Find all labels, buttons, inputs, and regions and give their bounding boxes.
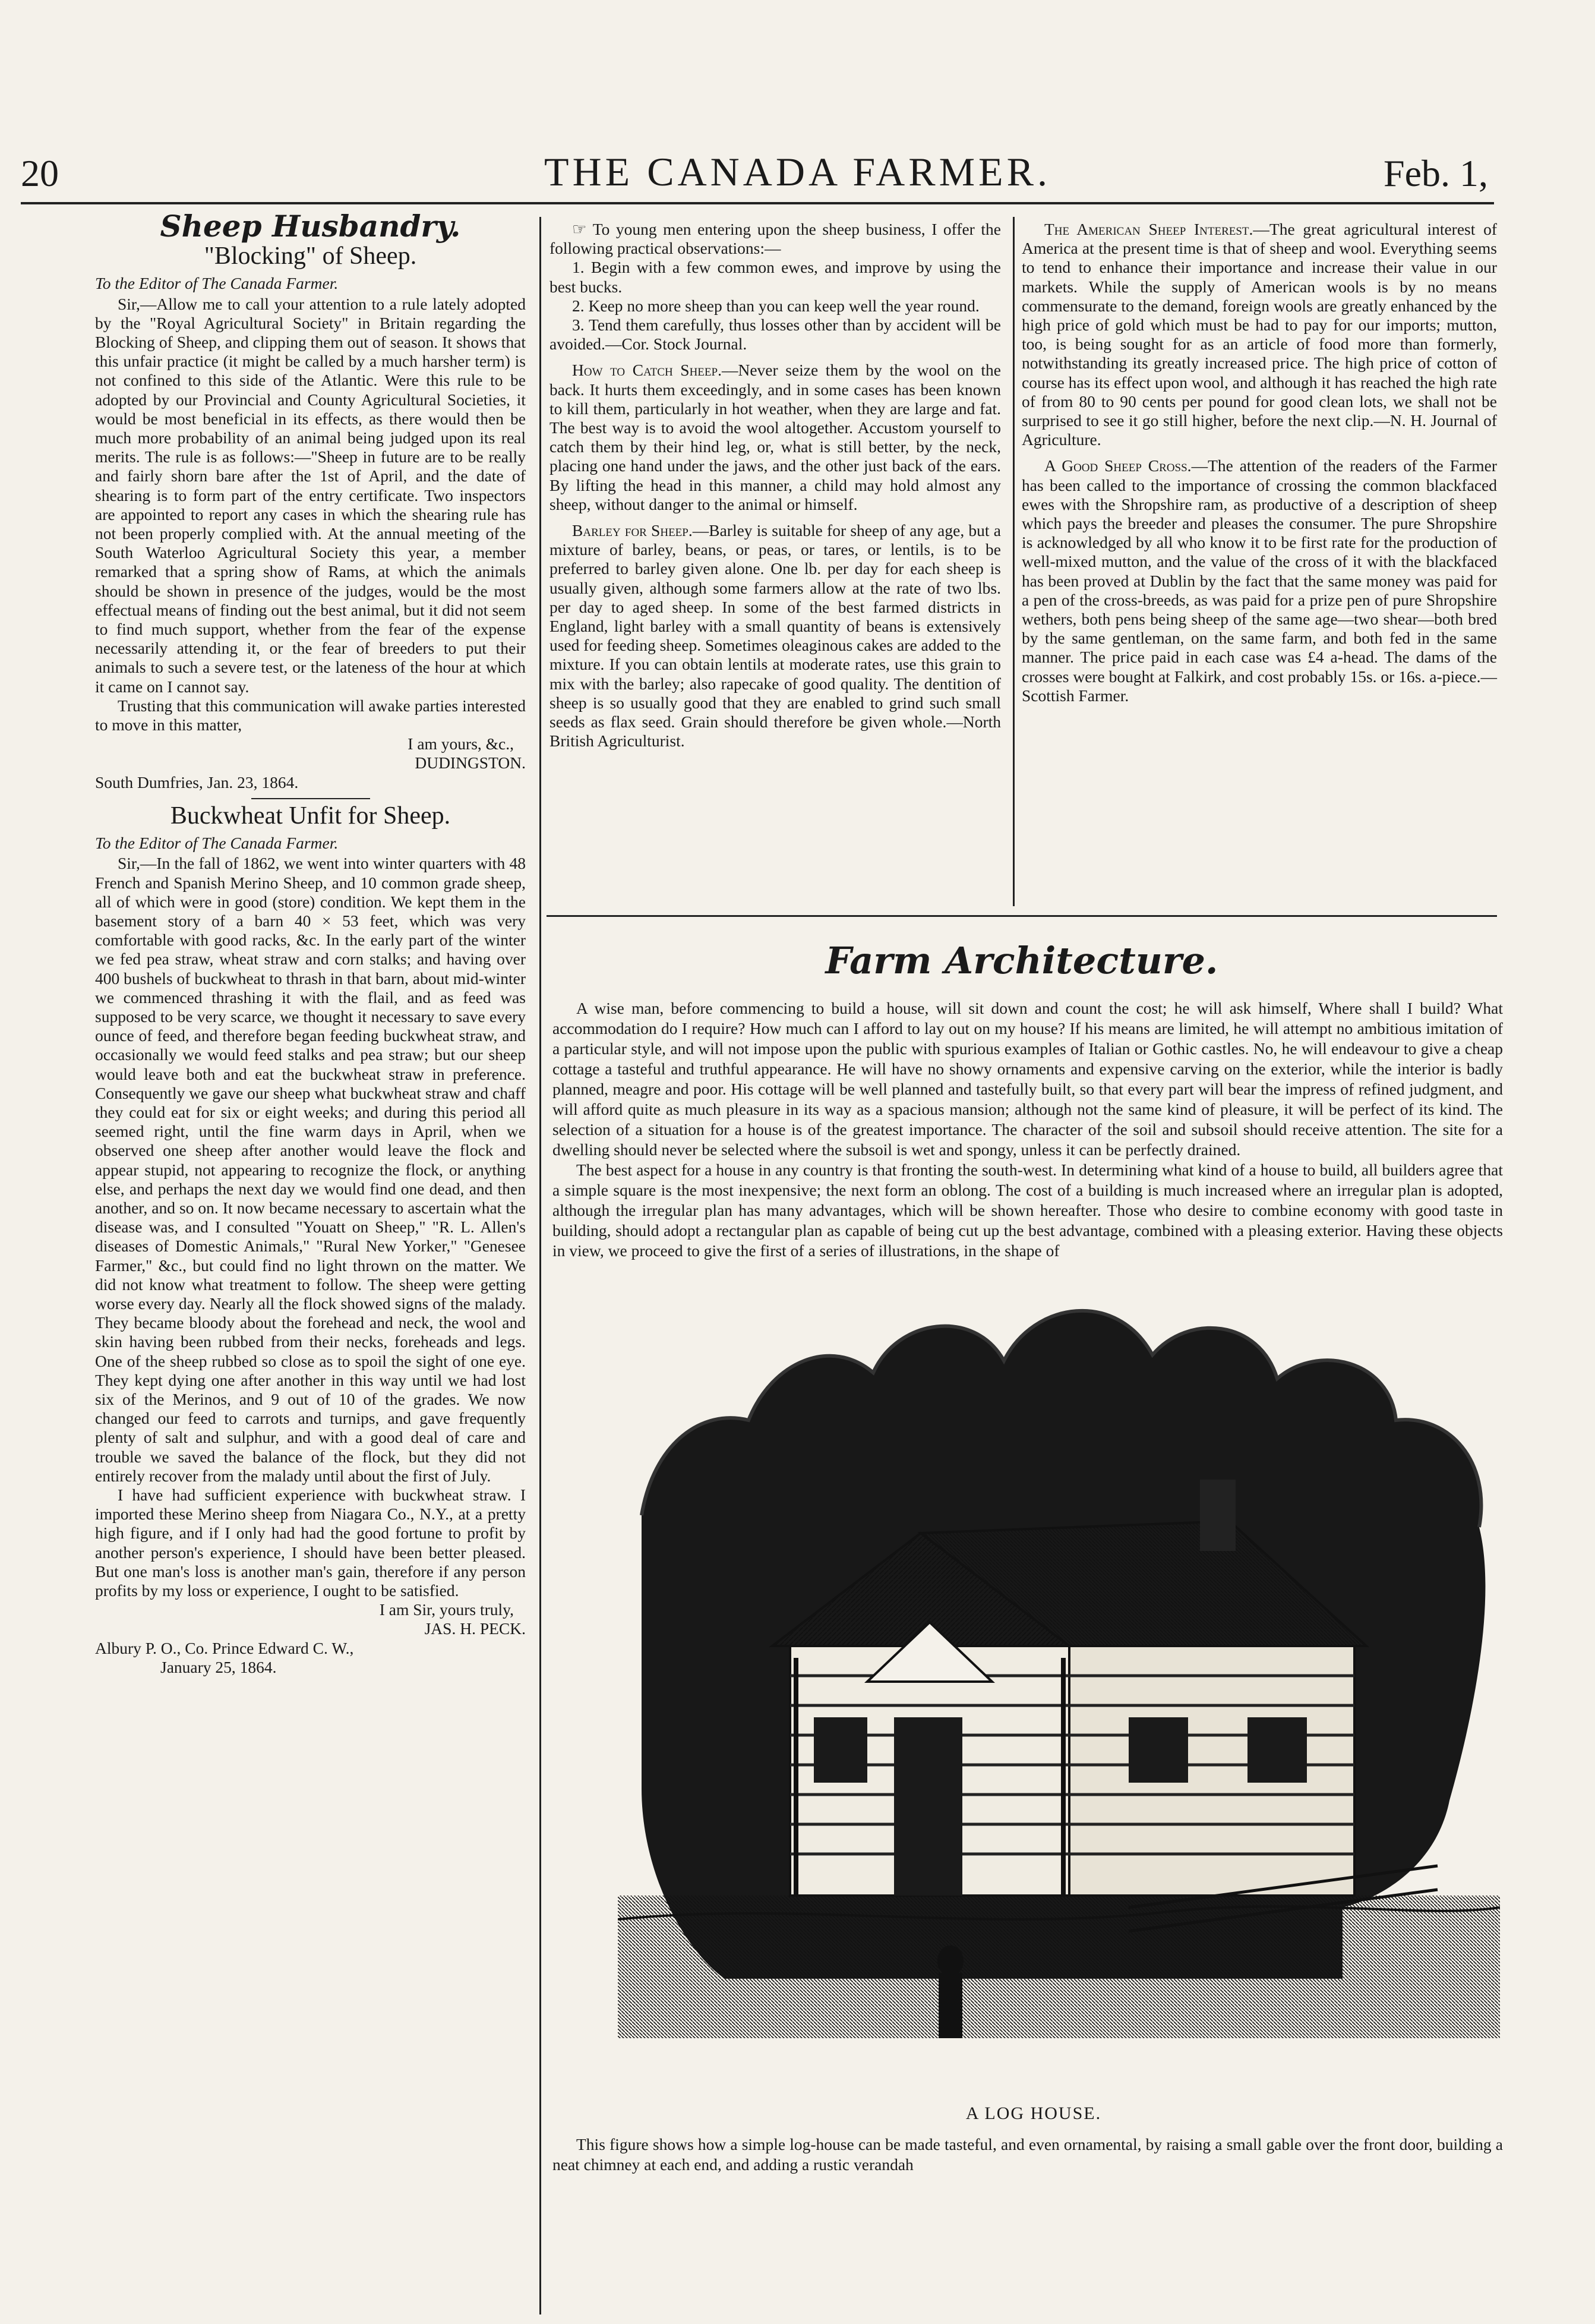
list-item: 3. Tend them carefully, thus losses other than by accident will be avoided.—Cor. Stock Journal. [549,316,1001,354]
article-date: January 25, 1864. [160,1657,277,1676]
article-signature: DUDINGSTON. [415,753,526,772]
catch-sheep-body: —Never seize them by the wool on the back. It hurts them exceedingly, and in some cases has been known to kill them, particularly in hot weather, when they are large and fat. The best way is to avoid the wool altogether. Accustom yourself to catch them by their hind leg, or, what is still better, by the neck, placing one hand under the jaws, and the other just back of the ears. By lifting the head in this manner, a child may hold almost any sheep, without danger to the animal or himself. [549,361,1002,513]
list-item: 2. Keep no more sheep than you can keep well the year round. [572,296,980,315]
column-3 [1022,220,1497,705]
article-addressee: To the Editor of The Canada Farmer. [95,834,339,853]
article-signature: JAS. H. PECK. [424,1619,526,1638]
article-paragraph: Trusting that this communication will awake parties interested to move in this matter, [95,696,526,734]
section-title-farm-architecture: Farm Architecture. [825,939,1218,982]
sheep-interest-body: —The great agricultural interest of America at the present time is that of sheep and wool. Everything seems to tend to enhance their importance and increase their value in our markets. While the supply of American wools is by no means commensurate to the demand, foreign wools are greatly enhanced by the high price of gold which must be had to pay for our imports; mutton, too, is being sought for as an article of food more than formerly, notwithstanding its greatly increased price. The high price of cotton of course has its effect upon wool, and although it has reached the high rate of from 80 to 90 cents per pound for good clean lots, we shall not be surprised to see it go still higher, before the next clip.—N. H. Journal of Agriculture. [1022,220,1497,449]
header-rule [21,202,1494,204]
catch-sheep-paragraph [549,361,1001,514]
column-divider-1 [539,217,541,2314]
article-separator [251,798,370,799]
sheep-interest-heading: The American Sheep Interest. [1044,220,1253,238]
article-addressee: To the Editor of The Canada Farmer. [95,274,339,293]
article-closing: I am yours, &c., [408,734,514,753]
barley-paragraph [549,521,1001,751]
column-divider-2 [1013,217,1015,906]
masthead: THE CANADA FARMER. [544,149,1051,194]
catch-sheep-heading: How to Catch Sheep. [572,361,722,380]
column-2 [549,220,1001,751]
column-1 [95,209,526,1677]
farm-paragraph: The best aspect for a house in any country is that fronting the south-west. In determining what kind of a house to build, all builders agree that a simple square is the most inexpensive; the next form an oblong. The cost of a building is much increased where an irregular plan is adopted, although the irregular plan has many advantages, which will be shown hereafter. Those who desire to combine economy with good taste in building, should adopt a rectangular plan as capable of being cut up the best advantage, combined with a pleasing exterior. Having these objects in view, we proceed to give the first of a series of illustrations, in the shape of [552,1161,1503,1260]
issue-date: Feb. 1, [1384,152,1488,194]
article-paragraph: I have had sufficient experience with buckwheat straw. I imported these Merino sheep from Niagara Co., N.Y., at a pretty high figure, and if I only had had the good fortune to profit by another person's experience, I should have been better pleased. But one man's loss is another man's gain, therefore if any person profits by my loss or experience, I ought to be satisfied. [95,1486,526,1600]
article-title-buckwheat: Buckwheat Unfit for Sheep. [170,802,451,830]
article-closing: I am Sir, yours truly, [379,1600,514,1619]
intro-paragraph: ☞ To young men entering upon the sheep business, I offer the following practical observations:— [549,220,1001,258]
sheep-cross-heading: A Good Sheep Cross. [1044,456,1192,475]
illustration-description: This figure shows how a simple log-house can be made tasteful, and even ornamental, by raising a small gable over the front door, building a neat chimney at each end, and adding a rustic verandah [552,2135,1503,2174]
list-item: 1. Begin with a few common ewes, and improve by using the best bucks. [549,258,1001,296]
sheep-cross-paragraph [1022,456,1497,705]
farm-paragraph: A wise man, before commencing to build a house, will sit down and count the cost; he will ask himself, Where shall I build? What accommodation do I require? How much can I afford to lay out on my house? If his means are limited, he will attempt no ambitious imitation of a particular style, and will not impose upon the public with spurious examples of Italian or Gothic castles. No, he will endeavour to give a cheap cottage a tasteful and truthful appearance. He will have no showy ornaments and expensive carving on the exterior, while the interior is badly planned, meagre and poor. His cottage will be well planned and tastefully built, so that every part will bear the impress of refined judgment, and will afford quite as much pleasure in its way as a spacious mansion; although not the same kind of pleasure, it will be perfect of its kind. The selection of a situation for a house is of the greatest importance. The character of the soil and subsoil should receive attention. The site for a dwelling should never be selected where the subsoil is wet and spongy, unless it can be perfectly drained. [552,999,1503,1159]
article-paragraph: Sir,—In the fall of 1862, we went into winter quarters with 48 French and Spanish Merino Sheep, and 10 common grade sheep, all of which were in good (store) condition. We kept them in the basement story of a barn 40 × 53 feet, which was very comfortable with good racks, &c. In the early part of the winter we fed pea straw, wheat straw and corn stalks; and having over 400 bushels of buckwheat to thrash in that barn, about mid-winter we commenced thrashing it with the flail, and as feed was supposed to be very scarce, we thought it necessary to save every ounce of feed, and therefore began feeding buckwheat straw, and occasionally we would feed stalks and pea straw; but our sheep would leave both and eat the buckwheat straw in preference. Consequently we gave our sheep what buckwheat straw and chaff they could eat for six or eight weeks; and during this period all seemed right, until the fine warm days in April, when we observed one sheep after another would leave the flock and appear stupid, not appearing to recognize the flock, or anything else, and perhaps the next day we would find one dead, and then another, and so on. It now became necessary to ascertain what the disease was, and I consulted "Youatt on Sheep," "R. L. Allen's diseases of Domestic Animals," "Rural New Yorker," "Genesee Farmer," &c., but could find no light thrown on the matter. We did not know what treatment to follow. The sheep were getting worse every day. Nearly all the flock showed signs of the malady. They became bloody about the forehead and neck, the wool and skin having been rubbed from their necks, foreheads and legs. One of the sheep rubbed so close as to spoil the sight of one eye. They kept dying one after another in this way until we had lost six of the Merinos, and 9 out of 10 of the grades. We now changed our feed to carrots and turnips, and gave frequently plenty of salt and sulphur, and with a good deal of care and trouble we saved the balance of the flock, but they did not entirely recover from the malady until about the first of July. [95,854,526,1485]
section-title-sheep-husbandry: Sheep Husbandry. [160,209,461,244]
barley-heading: Barley for Sheep. [572,521,693,540]
illustration-caption: A LOG HOUSE. [965,2104,1102,2123]
sheep-interest-paragraph [1022,220,1497,449]
section-rule [547,915,1497,917]
sheep-cross-body: —The attention of the readers of the Farmer has been called to the importance of crossing the common blackfaced ewes with the Shropshire ram, as productive of a description of sheep which pays the breeder and pleases the consumer. The pure Shropshire is acknowledged by all who know it to be first rate for the production of well-mixed mutton, and the value of the cross of it with the blackfaced has been proved at Dublin by the fact that the same money was paid for a pen of the cross-breeds, as was paid for a prize pen of pure Shropshire wethers, both pens being sheep of the same age—two shear—both bred by the same gentleman, on the same farm, and both fed in the same manner. The price paid in each case was £4 a-head. The dams of the crosses were bought at Falkirk, and cost probably 15s. or 16s. a-piece.—Scottish Farmer. [1022,456,1498,705]
page-number: 20 [21,152,59,194]
article-paragraph: Sir,—Allow me to call your attention to a rule lately adopted by the "Royal Agricultural Society" in Britain regarding the Blocking of Sheep, and clipping them out of season. It shows that this unfair practice (it might be called by a much harsher term) is not confined to this side of the Atlantic. Were this rule to be adopted by our Provincial and County Agricultural Societies, it would be most beneficial in its effects, as there would then be much more probability of an animal being judged upon its real merits. The rule is as follows:—"Sheep in future are to be really and fairly shorn bare after the 1st of April, and the date of shearing is to form part of the entry certificate. Two inspectors are appointed to report any cases in which the shearing rule has not been properly complied with. At the annual meeting of the South Waterloo Agricultural Society this year, a member remarked that a spring show of Rams, at which the animals should be shown in presence of the judges, would be the most effectual means of finding out the best animal, but it did not seem to find much support, whether from the fear of the expense necessarily attending it, or the fear of breeders to put their animals to such a severe test, or the lateness of the hour at which it came on I cannot say. [95,294,526,696]
log-house-illustration [618,1266,1500,2109]
article-place: Albury P. O., Co. Prince Edward C. W., [95,1638,354,1657]
farm-architecture-text [552,998,1503,1261]
article-title-blocking: "Blocking" of Sheep. [204,242,417,270]
barley-body: —Barley is suitable for sheep of any age, but a mixture of barley, beans, or peas, or tares, or lentils, is to be preferred to barley given alone. One lb. per day for each sheep is usually given, although some farmers allow at the rate of two lbs. per day to aged sheep. In some of the best farmed districts in England, light barley with a small quantity of beans is extensively used for feeding sheep. Sometimes oleaginous cakes are added to the mixture. If you can obtain lentils at moderate rates, use this grain to mix with the barley; also rapecake of good quality. The dentition of sheep is so usually good that they are enabled to grind such small seeds as flax seed. Grain should therefore be given whole.—North British Agriculturist. [549,521,1001,751]
article-place-date: South Dumfries, Jan. 23, 1864. [95,772,299,792]
